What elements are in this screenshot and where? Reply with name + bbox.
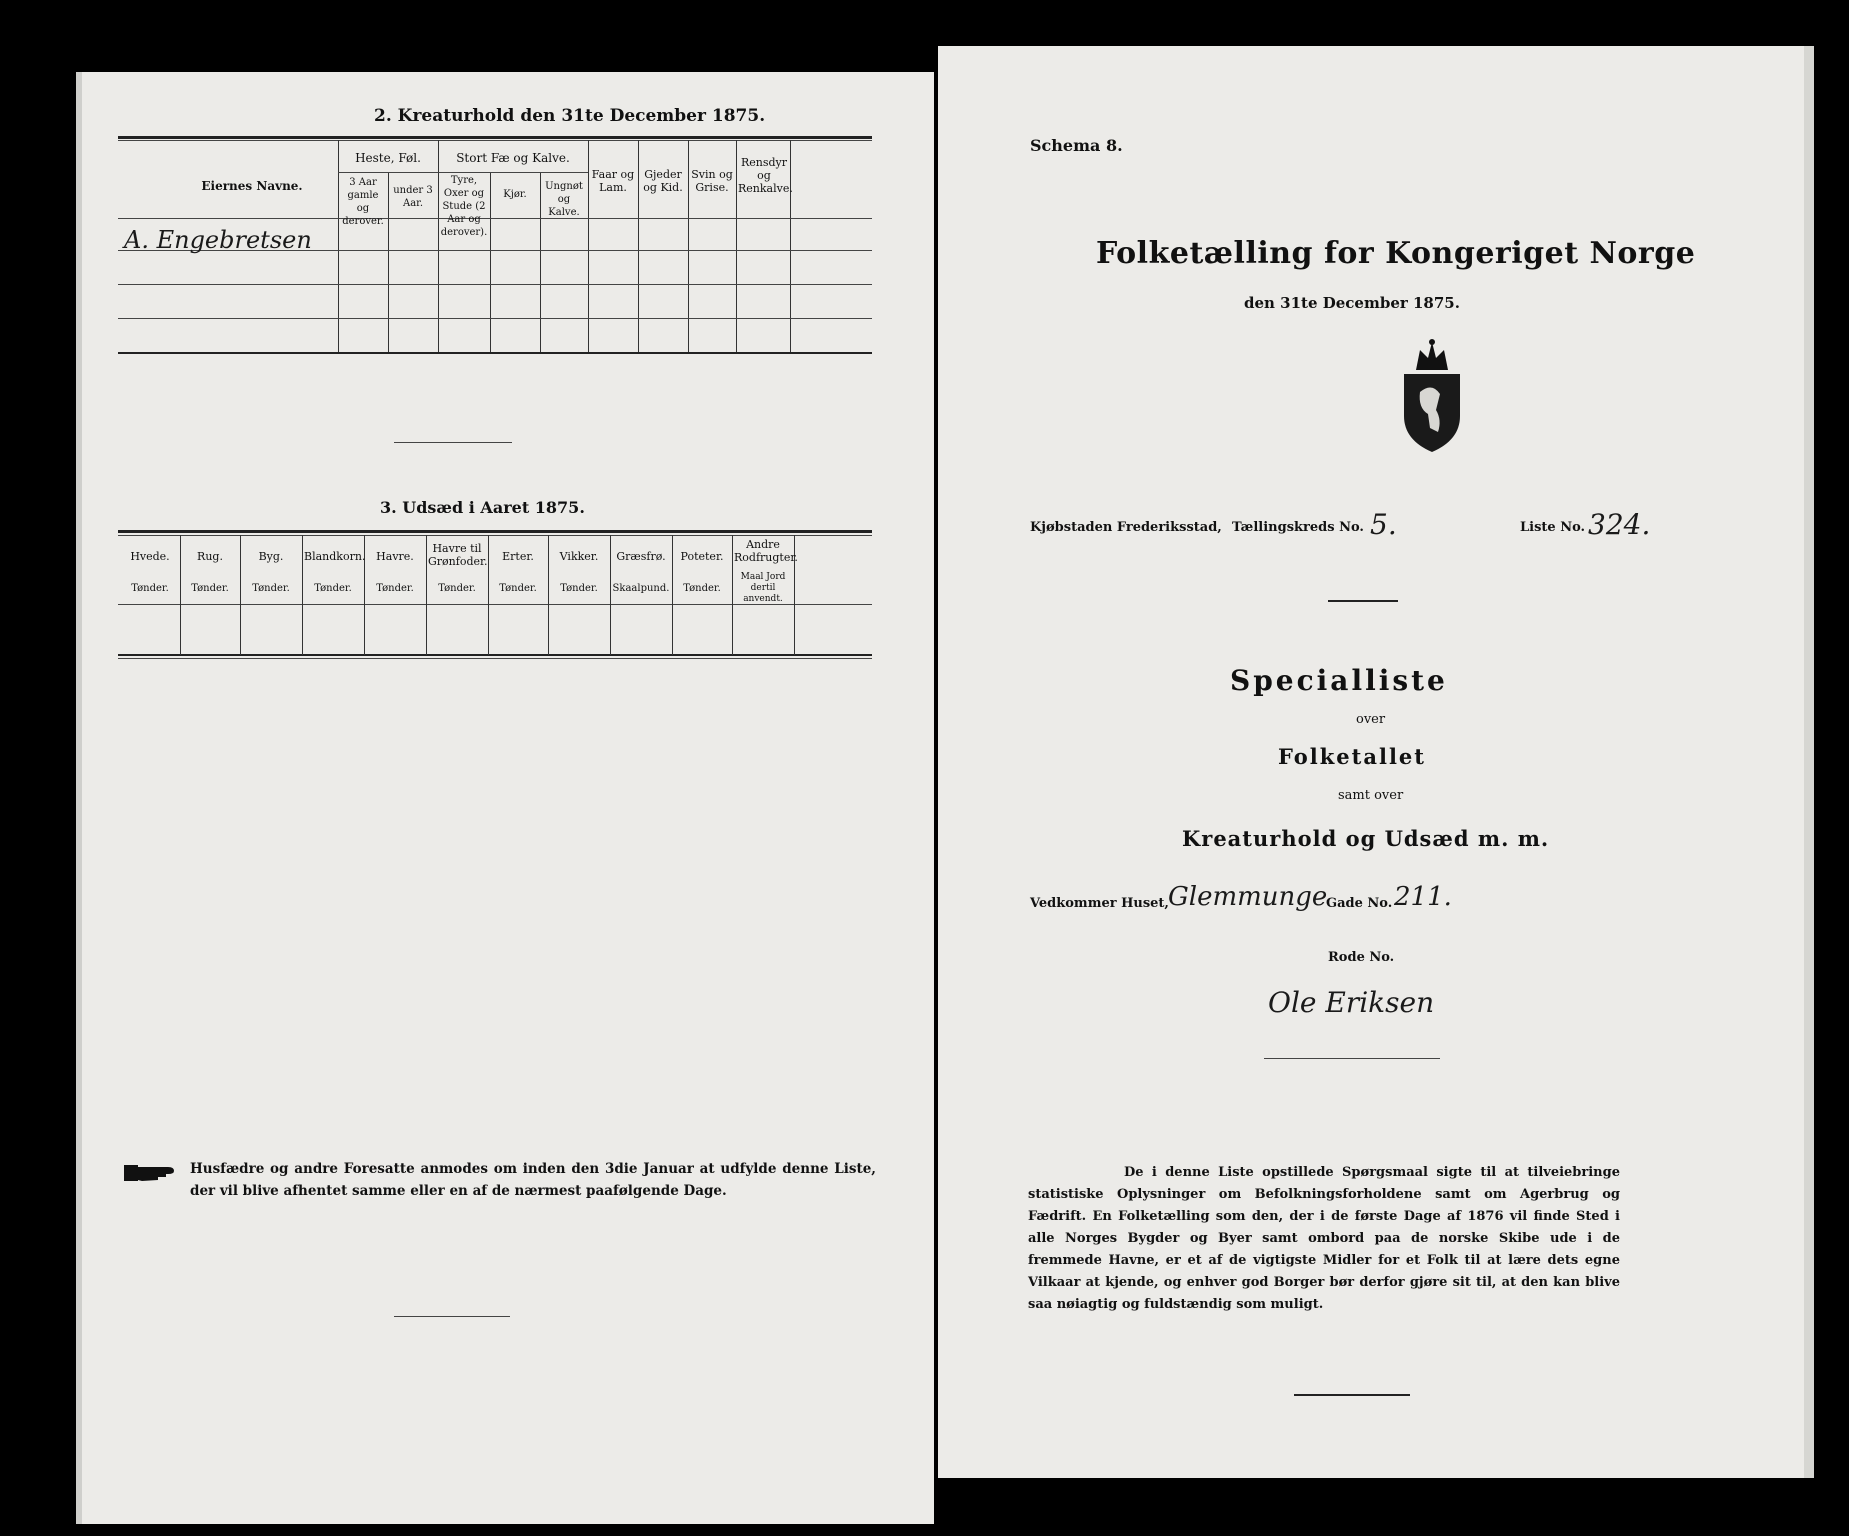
unit-havre-gronfoder: Tønder.	[438, 583, 476, 594]
pointing-hand-icon	[124, 1162, 182, 1184]
crop-erter: Erter.	[502, 550, 534, 563]
section3-title: 3. Udsæd i Aaret 1875.	[380, 498, 585, 517]
group-storfae: Stort Fæ og Kalve.	[456, 151, 570, 165]
list-label: Liste No.	[1520, 520, 1586, 535]
notice-text: Husfædre og andre Foresatte anmodes om inden den 3die Januar at udfylde denne Liste, der vil blive afhentet samme eller en af de nærmest paafølgende Dage.	[190, 1161, 876, 1199]
unit-graesfro: Skaalpund.	[612, 583, 670, 594]
house-label: Vedkommer Huset,	[1030, 896, 1169, 911]
census-date: den 31te December 1875.	[1244, 294, 1460, 312]
col-tyre: Tyre, Oxer og Stude (2 Aar og derover).	[440, 175, 488, 238]
unit-byg: Tønder.	[252, 583, 290, 594]
col-ungnot: Ungnøt og Kalve.	[545, 181, 583, 218]
crop-havre: Havre.	[376, 550, 414, 563]
left-page	[76, 72, 934, 1524]
unit-hvede: Tønder.	[131, 583, 169, 594]
col-svin: Svin og Grise.	[691, 168, 733, 194]
crop-graesfro: Græsfrø.	[616, 550, 666, 563]
crop-vikker: Vikker.	[559, 550, 599, 563]
divider-1	[1328, 600, 1398, 602]
street-label: Gade No.	[1326, 896, 1393, 911]
section2-title: 2. Kreaturhold den 31te December 1875.	[374, 106, 766, 126]
col-gjeder: Gjeder og Kid.	[643, 168, 683, 194]
district-number: 5.	[1370, 508, 1397, 541]
col-heste-3aar: 3 Aar gamle og derover.	[342, 177, 384, 227]
schema-label: Schema 8.	[1030, 136, 1123, 155]
specialliste-heading: Specialliste	[1230, 664, 1448, 697]
explanatory-paragraph: De i denne Liste opstillede Spørgsmaal sigte til at tilveiebringe statistiske Oplysninger om Befolkningsforholdene samt om Agerbrug og Fædrift. En Folketælling som den, der i de første Dage af 1876 vil finde Sted i alle Norges Bygder og Byer samt ombord paa de norske Skibe ude i de fremmede Havne, er et af de vigtigste Midler for et Folk til at lære dets egne Vilkaar at kjende, og enhver god Borger bør derfor gjøre sit til, at den kan blive saa nøiagtig og fuldstændig som muligt.	[1028, 1165, 1620, 1312]
col-faar: Faar og Lam.	[591, 168, 635, 194]
street-name-handwritten: Glemmunge	[1168, 882, 1328, 912]
over-label-1: over	[1356, 712, 1386, 727]
crop-blandkorn: Blandkorn.	[304, 550, 366, 563]
unit-erter: Tønder.	[499, 583, 537, 594]
census-title: Folketælling for Kongeriget Norge	[1096, 236, 1696, 271]
samt-over-label: samt over	[1338, 788, 1404, 803]
town-label: Kjøbstaden Frederiksstad,	[1030, 520, 1222, 535]
owner-entry-handwritten: A. Engebretsen	[124, 226, 312, 254]
col-kjor: Kjør.	[503, 189, 527, 200]
owner-header: Eiernes Navne.	[201, 179, 303, 193]
col-rensdyr: Rensdyr og Renkalve.	[738, 156, 793, 195]
crop-poteter: Poteter.	[680, 550, 724, 563]
crop-andre: Andre Rodfrugter.	[734, 538, 798, 564]
bottom-divider	[394, 1316, 510, 1317]
group-heste: Heste, Føl.	[355, 151, 421, 165]
rode-label: Rode No.	[1328, 950, 1395, 965]
unit-blandkorn: Tønder.	[314, 583, 352, 594]
folketallet-heading: Folketallet	[1278, 744, 1426, 769]
table-bottom-rule	[118, 140, 872, 141]
unit-poteter: Tønder.	[683, 583, 721, 594]
kreaturhold-heading: Kreaturhold og Udsæd m. m.	[1182, 826, 1550, 851]
signature-handwritten: Ole Eriksen	[1268, 986, 1435, 1019]
right-page	[938, 46, 1814, 1478]
section-divider	[394, 442, 512, 443]
unit-andre: Maal Jord dertil anvendt.	[740, 572, 786, 604]
list-number: 324.	[1588, 508, 1651, 541]
crop-rug: Rug.	[197, 550, 223, 563]
col-heste-under3: under 3 Aar.	[393, 185, 433, 209]
crop-havre-gronfoder: Havre til Grønfoder.	[428, 542, 488, 568]
unit-rug: Tønder.	[191, 583, 229, 594]
house-number-handwritten: 211.	[1394, 882, 1452, 912]
table-top-rule	[118, 136, 872, 139]
unit-vikker: Tønder.	[560, 583, 598, 594]
district-label: Tællingskreds No.	[1232, 520, 1364, 535]
crop-byg: Byg.	[258, 550, 284, 563]
signature-line	[1264, 1058, 1440, 1059]
crop-hvede: Hvede.	[130, 550, 170, 563]
unit-havre: Tønder.	[376, 583, 414, 594]
coat-of-arms-icon	[1396, 336, 1468, 456]
divider-2	[1294, 1394, 1410, 1396]
